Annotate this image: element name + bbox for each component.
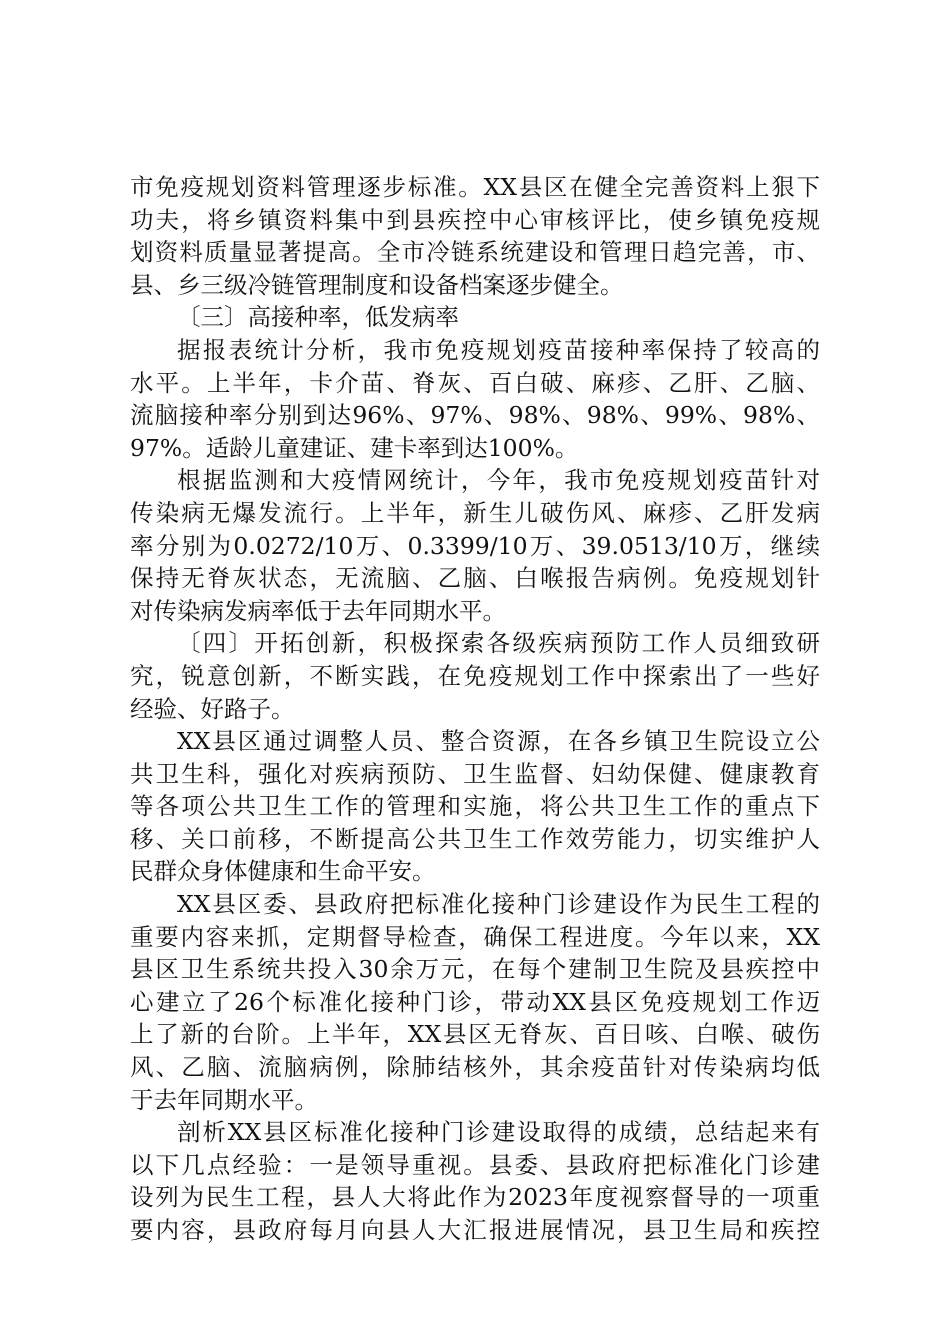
text-line: 心建立了26个标准化接种门诊，带动XX县区免疫规划工作迈 — [130, 987, 820, 1016]
text-line: 率分别为0.0272/10万、0.3399/10万、39.0513/10万，继续 — [130, 531, 820, 560]
text-line: 移、关口前移，不断提高公共卫生工作效劳能力，切实维护人 — [130, 824, 820, 853]
text-line: 保持无脊灰状态，无流脑、乙脑、白喉报告病例。免疫规划针 — [130, 564, 820, 593]
text-line: 〔三〕高接种率，低发病率 — [177, 303, 459, 332]
text-line: 县、乡三级冷链管理制度和设备档案逐步健全。 — [130, 270, 624, 299]
text-line: 97%。适龄儿童建证、建卡率到达100%。 — [130, 433, 579, 462]
text-line: 剖析XX县区标准化接种门诊建设取得的成绩，总结起来有 — [177, 1118, 820, 1147]
text-line: 经验、好路子。 — [130, 694, 295, 723]
text-line: 对传染病发病率低于去年同期水平。 — [130, 596, 506, 625]
text-line: 设列为民生工程，县人大将此作为2023年度视察督导的一项重 — [130, 1183, 820, 1212]
text-line: 民群众身体健康和生命平安。 — [130, 857, 436, 886]
text-line: 要内容，县政府每月向县人大汇报进展情况，县卫生局和疾控 — [130, 1216, 820, 1244]
text-line: 究，锐意创新，不断实践，在免疫规划工作中探索出了一些好 — [130, 661, 820, 690]
text-line: 于去年同期水平。 — [130, 1085, 318, 1114]
text-line: 划资料质量显著提高。全市冷链系统建设和管理日趋完善，市、 — [130, 238, 820, 267]
text-line: 重要内容来抓，定期督导检查，确保工程进度。今年以来，XX — [130, 922, 820, 951]
text-line: 风、乙脑、流脑病例，除肺结核外，其余疫苗针对传染病均低 — [130, 1053, 820, 1082]
text-line: 共卫生科，强化对疾病预防、卫生监督、妇幼保健、健康教育 — [130, 759, 820, 788]
text-line: 等各项公共卫生工作的管理和实施，将公共卫生工作的重点下 — [130, 792, 820, 821]
text-line: 上了新的台阶。上半年，XX县区无脊灰、百日咳、白喉、破伤 — [130, 1020, 820, 1049]
text-line: 水平。上半年，卡介苗、脊灰、百白破、麻疹、乙肝、乙脑、 — [130, 368, 820, 397]
text-line: 根据监测和大疫情网统计，今年，我市免疫规划疫苗针对 — [177, 466, 820, 495]
text-line: 〔四〕开拓创新，积极探索各级疾病预防工作人员细致研 — [177, 629, 820, 658]
text-line: XX县区委、县政府把标准化接种门诊建设作为民生工程的 — [177, 890, 820, 919]
text-line: XX县区通过调整人员、整合资源，在各乡镇卫生院设立公 — [177, 727, 820, 756]
document-body — [130, 171, 820, 1247]
text-line: 传染病无爆发流行。上半年，新生儿破伤风、麻疹、乙肝发病 — [130, 498, 820, 527]
text-line: 功夫，将乡镇资料集中到县疾控中心审核评比，使乡镇免疫规 — [130, 205, 820, 234]
text-line: 县区卫生系统共投入30余万元，在每个建制卫生院及县疾控中 — [130, 955, 820, 984]
text-line: 流脑接种率分别到达96%、97%、98%、98%、99%、98%、 — [130, 401, 820, 430]
text-line: 市免疫规划资料管理逐步标准。XX县区在健全完善资料上狠下 — [130, 173, 820, 201]
text-line: 据报表统计分析，我市免疫规划疫苗接种率保持了较高的 — [177, 335, 820, 364]
text-line: 以下几点经验：一是领导重视。县委、县政府把标准化门诊建 — [130, 1150, 820, 1179]
